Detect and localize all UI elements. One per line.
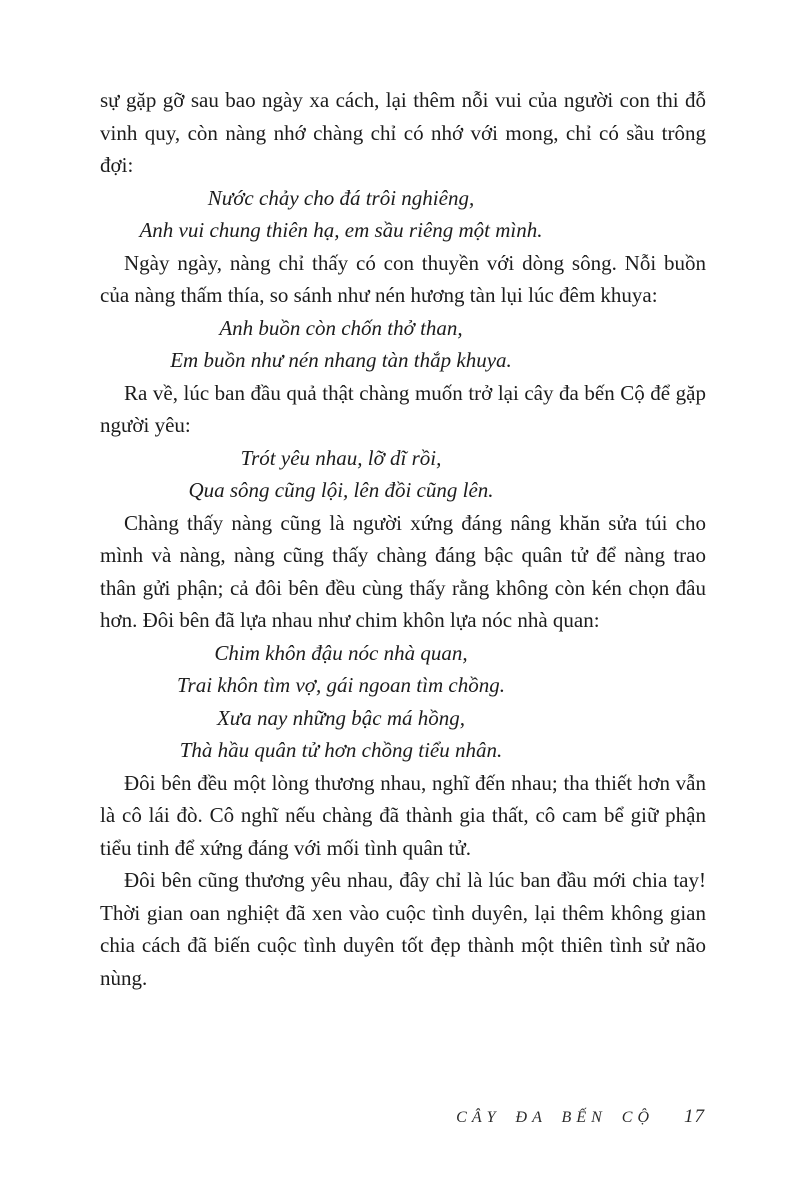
running-title: CÂY ĐA BẾN CỘ	[456, 1109, 654, 1126]
page-body	[100, 84, 706, 994]
verse-line: Em buồn như nén nhang tàn thắp khuya.	[170, 348, 512, 372]
verse-block	[100, 637, 582, 767]
verse-block	[100, 312, 582, 377]
verse-line: Anh buồn còn chốn thở than,	[219, 315, 463, 340]
body-paragraph: Đôi bên đều một lòng thương nhau, nghĩ đến nhau; tha thiết hơn vẫn là cô lái đò. Cô nghĩ nếu chàng đã thành gia thất, cô cam bể giữ phận tiểu tinh để xứng đáng với mối tình quân tử.	[100, 770, 706, 860]
verse-line: Qua sông cũng lội, lên đồi cũng lên.	[188, 478, 494, 502]
verse-line: Trai khôn tìm vợ, gái ngoan tìm chồng.	[177, 673, 505, 697]
page-footer	[456, 1106, 705, 1128]
body-paragraph: Đôi bên cũng thương yêu nhau, đây chỉ là lúc ban đầu mới chia tay! Thời gian oan nghiệt đã xen vào cuộc tình duyên, lại thêm không gian chia cách đã biến cuộc tình duyên tốt đẹp thành một thiên tình sử não nùng.	[100, 868, 706, 990]
body-paragraph: Ra về, lúc ban đầu quả thật chàng muốn trở lại cây đa bến Cộ để gặp người yêu:	[100, 380, 706, 437]
verse-block	[100, 442, 582, 507]
page-number: 17	[684, 1106, 705, 1127]
verse-line: Trót yêu nhau, lỡ dĩ rồi,	[240, 445, 442, 470]
verse-line: Chim khôn đậu nóc nhà quan,	[214, 640, 468, 665]
verse-line: Xưa nay những bậc má hồng,	[216, 705, 466, 730]
verse-block	[100, 182, 582, 247]
verse-line: Nước chảy cho đá trôi nghiêng,	[207, 185, 475, 210]
body-paragraph: Ngày ngày, nàng chỉ thấy có con thuyền với dòng sông. Nỗi buồn của nàng thấm thía, so sánh như nén hương tàn lụi lúc đêm khuya:	[100, 250, 706, 307]
body-paragraph: Chàng thấy nàng cũng là người xứng đáng nâng khăn sửa túi cho mình và nàng, nàng cũng thấy chàng đáng bậc quân tử để nàng trao thân gửi phận; cả đôi bên đều cùng thấy rằng không còn kén chọn đâu hơn. Đôi bên đã lựa nhau như chim khôn lựa nóc nhà quan:	[100, 510, 706, 632]
body-paragraph: sự gặp gỡ sau bao ngày xa cách, lại thêm nỗi vui của người con thi đỗ vinh quy, còn nàng nhớ chàng chỉ có nhớ với mong, chỉ có sầu trông đợi:	[100, 88, 706, 177]
verse-line: Anh vui chung thiên hạ, em sầu riêng một mình.	[139, 218, 543, 242]
verse-line: Thà hầu quân tử hơn chồng tiểu nhân.	[179, 738, 503, 762]
